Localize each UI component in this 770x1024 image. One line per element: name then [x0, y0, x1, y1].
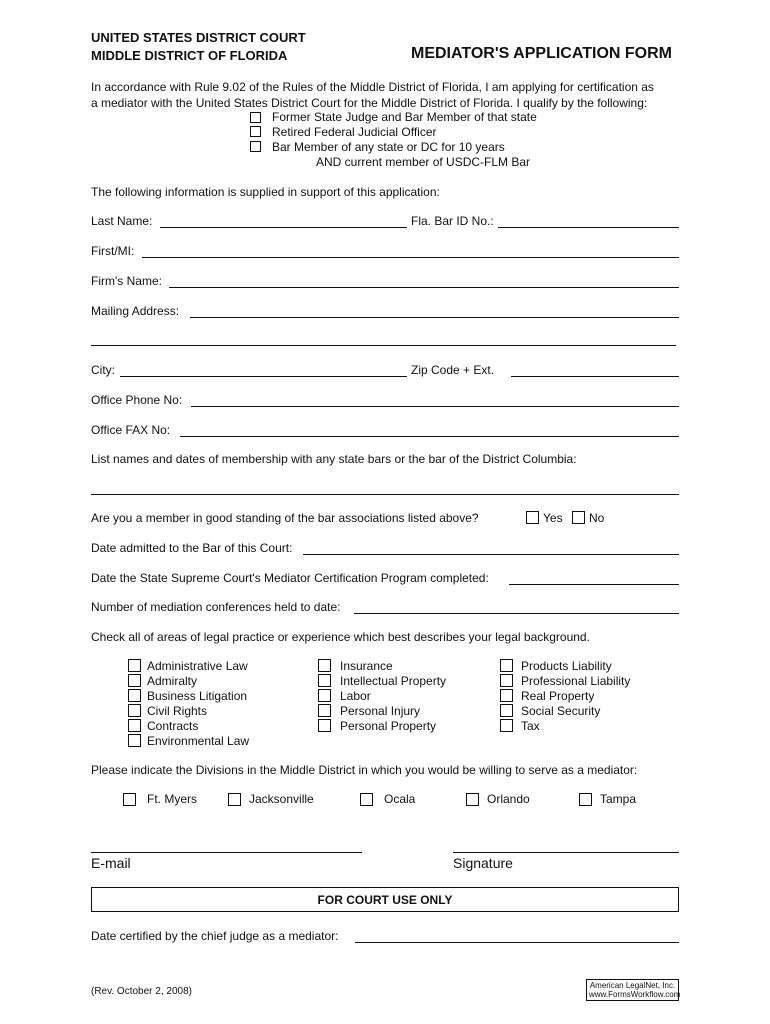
- zip-code-field[interactable]: [511, 376, 679, 377]
- division-jacksonville-label: Jacksonville: [249, 792, 314, 806]
- good-standing-question: Are you a member in good standing of the bar associations listed above?: [91, 511, 479, 525]
- qualify-retired-officer-label: Retired Federal Judicial Officer: [272, 125, 437, 139]
- city-label: City:: [91, 363, 115, 377]
- good-standing-yes-label: Yes: [543, 511, 563, 525]
- practice-professional-liability-checkbox[interactable]: [500, 674, 513, 687]
- division-ocala-checkbox[interactable]: [360, 793, 373, 806]
- practice-professional-liability-label: Professional Liability: [521, 674, 631, 688]
- practice-admiralty-label: Admiralty: [147, 674, 198, 688]
- city-field[interactable]: [120, 376, 407, 377]
- practice-business-litigation-checkbox[interactable]: [128, 689, 141, 702]
- division-ocala-label: Ocala: [384, 792, 416, 806]
- good-standing-no-checkbox[interactable]: [572, 511, 585, 524]
- practice-labor-checkbox[interactable]: [318, 689, 331, 702]
- division-tampa-checkbox[interactable]: [579, 793, 592, 806]
- num-conferences-field[interactable]: [354, 613, 679, 614]
- practice-administrative-law-label: Administrative Law: [147, 659, 248, 673]
- intro-line-2: a mediator with the United States District Court for the Middle District of Florida. I qualify by the following:: [91, 96, 648, 110]
- email-label: E-mail: [91, 855, 131, 871]
- practice-personal-injury-checkbox[interactable]: [318, 704, 331, 717]
- qualify-bar-member-continued: AND current member of USDC-FLM Bar: [316, 155, 531, 169]
- fla-bar-id-field[interactable]: [498, 227, 679, 228]
- qualify-retired-officer-checkbox[interactable]: [250, 126, 261, 137]
- good-standing-yes-checkbox[interactable]: [526, 511, 539, 524]
- date-certified-field[interactable]: [355, 942, 679, 943]
- practice-admiralty-checkbox[interactable]: [128, 674, 141, 687]
- good-standing-no-label: No: [589, 511, 605, 525]
- practice-tax-label: Tax: [521, 719, 540, 733]
- practice-contracts-label: Contracts: [147, 719, 199, 733]
- support-text: The following information is supplied in support of this application:: [91, 185, 440, 199]
- practice-products-liability-label: Products Liability: [521, 659, 612, 673]
- intro-line-1: In accordance with Rule 9.02 of the Rules of the Middle District of Florida, I am applying for certification as: [91, 80, 654, 94]
- division-orlando-label: Orlando: [487, 792, 530, 806]
- practice-environmental-law-label: Environmental Law: [147, 734, 250, 748]
- mailing-address-field[interactable]: [190, 317, 679, 318]
- practice-social-security-label: Social Security: [521, 704, 601, 718]
- zip-code-label: Zip Code + Ext.: [411, 363, 495, 377]
- form-title: MEDIATOR'S APPLICATION FORM: [411, 45, 672, 62]
- qualify-bar-member-checkbox[interactable]: [250, 141, 261, 152]
- practice-tax-checkbox[interactable]: [500, 719, 513, 732]
- email-field[interactable]: [91, 852, 362, 853]
- practice-social-security-checkbox[interactable]: [500, 704, 513, 717]
- first-mi-label: First/MI:: [91, 244, 135, 258]
- qualify-former-judge-checkbox[interactable]: [250, 112, 261, 123]
- practice-areas-prompt: Check all of areas of legal practice or experience which best describes your legal background.: [91, 630, 590, 644]
- last-name-label: Last Name:: [91, 214, 153, 228]
- court-name-line2: MIDDLE DISTRICT OF FLORIDA: [91, 48, 288, 63]
- practice-real-property-checkbox[interactable]: [500, 689, 513, 702]
- date-admitted-label: Date admitted to the Bar of this Court:: [91, 541, 293, 555]
- division-ft-myers-checkbox[interactable]: [123, 793, 136, 806]
- fla-bar-id-label: Fla. Bar ID No.:: [411, 214, 494, 228]
- firm-name-label: Firm's Name:: [91, 274, 162, 288]
- firm-name-field[interactable]: [169, 287, 679, 288]
- practice-personal-injury-label: Personal Injury: [340, 704, 421, 718]
- division-orlando-checkbox[interactable]: [466, 793, 479, 806]
- qualify-former-judge-label: Former State Judge and Bar Member of that state: [272, 110, 537, 124]
- division-tampa-label: Tampa: [600, 792, 637, 806]
- practice-business-litigation-label: Business Litigation: [147, 689, 248, 703]
- practice-civil-rights-label: Civil Rights: [147, 704, 208, 718]
- office-fax-label: Office FAX No:: [91, 423, 171, 437]
- court-name-line1: UNITED STATES DISTRICT COURT: [91, 30, 306, 45]
- publisher-url: www.FormsWorkflow.com: [589, 990, 681, 999]
- division-jacksonville-checkbox[interactable]: [228, 793, 241, 806]
- signature-field[interactable]: [453, 852, 679, 853]
- practice-personal-property-checkbox[interactable]: [318, 719, 331, 732]
- practice-intellectual-property-checkbox[interactable]: [318, 674, 331, 687]
- practice-intellectual-property-label: Intellectual Property: [340, 674, 447, 688]
- office-phone-label: Office Phone No:: [91, 393, 183, 407]
- practice-insurance-label: Insurance: [340, 659, 393, 673]
- last-name-field[interactable]: [160, 227, 407, 228]
- office-phone-field[interactable]: [191, 406, 679, 407]
- practice-insurance-checkbox[interactable]: [318, 659, 331, 672]
- practice-civil-rights-checkbox[interactable]: [128, 704, 141, 717]
- office-fax-field[interactable]: [180, 436, 679, 437]
- practice-personal-property-label: Personal Property: [340, 719, 437, 733]
- court-use-box: [91, 887, 679, 912]
- qualify-bar-member-label: Bar Member of any state or DC for 10 years: [272, 140, 505, 154]
- practice-environmental-law-checkbox[interactable]: [128, 734, 141, 747]
- mailing-address-field-line2[interactable]: [91, 345, 676, 346]
- mailing-address-label: Mailing Address:: [91, 304, 180, 318]
- first-mi-field[interactable]: [142, 257, 679, 258]
- signature-label: Signature: [453, 855, 513, 871]
- practice-products-liability-checkbox[interactable]: [500, 659, 513, 672]
- revision-date: (Rev. October 2, 2008): [91, 986, 192, 997]
- practice-administrative-law-checkbox[interactable]: [128, 659, 141, 672]
- state-bars-field[interactable]: [91, 494, 679, 495]
- divisions-prompt: Please indicate the Divisions in the Middle District in which you would be willing to serve as a mediator:: [91, 763, 638, 777]
- publisher-name: American LegalNet, Inc.: [589, 981, 676, 990]
- cert-completed-label: Date the State Supreme Court's Mediator Certification Program completed:: [91, 571, 489, 585]
- date-certified-label: Date certified by the chief judge as a mediator:: [91, 929, 339, 943]
- practice-contracts-checkbox[interactable]: [128, 719, 141, 732]
- publisher-stamp: [586, 979, 679, 1001]
- division-ft-myers-label: Ft. Myers: [147, 792, 197, 806]
- practice-labor-label: Labor: [340, 689, 371, 703]
- court-use-label: FOR COURT USE ONLY: [317, 892, 453, 907]
- state-bars-prompt: List names and dates of membership with any state bars or the bar of the District Columbia:: [91, 452, 577, 466]
- num-conferences-label: Number of mediation conferences held to date:: [91, 600, 341, 614]
- cert-completed-field[interactable]: [509, 584, 679, 585]
- practice-real-property-label: Real Property: [521, 689, 595, 703]
- date-admitted-field[interactable]: [303, 554, 679, 555]
